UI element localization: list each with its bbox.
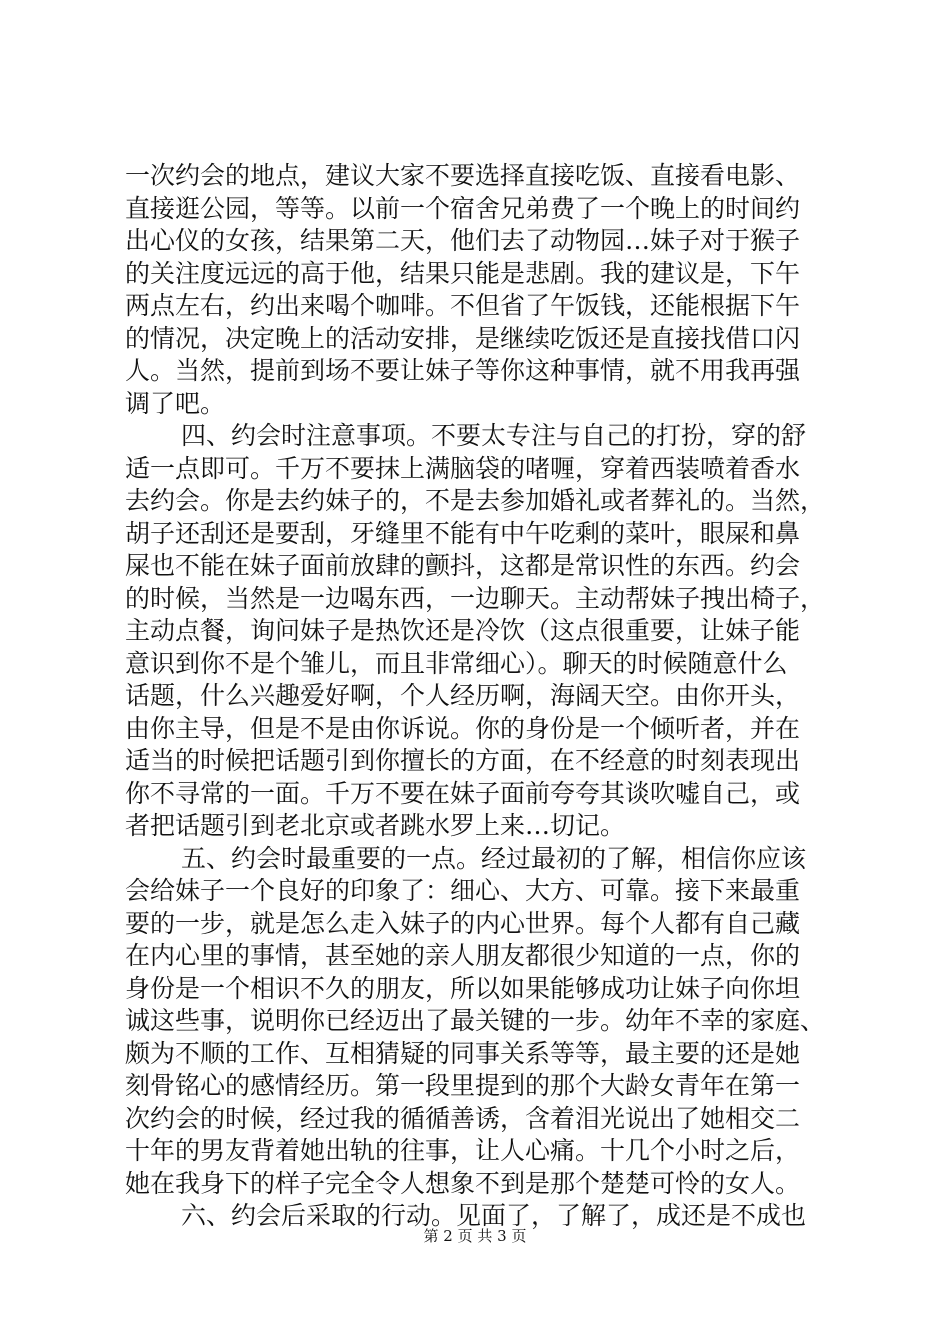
- text-line: 由你主导，但是不是由你诉说。你的身份是一个倾听者，并在: [125, 713, 801, 743]
- text-line: 的情况，决定晚上的活动安排，是继续吃饭还是直接找借口闪: [125, 323, 801, 353]
- text-line: 话题，什么兴趣爱好啊，个人经历啊，海阔天空。由你开头，: [125, 681, 801, 710]
- document-body: [125, 160, 825, 1233]
- text-line: 胡子还刮还是要刮，牙缝里不能有中午吃剩的菜叶，眼屎和鼻: [125, 518, 801, 548]
- text-line: 四、约会时注意事项。不要太专注与自己的打扮，穿的舒: [181, 421, 807, 450]
- text-line: 意识到你不是个雏儿，而且非常细心）。聊天的时候随意什么: [125, 648, 788, 678]
- text-line: 六、约会后采取的行动。见面了，了解了，成还是不成也: [181, 1201, 807, 1230]
- text-line: 的时候，当然是一边喝东西，一边聊天。主动帮妹子拽出椅子，: [125, 583, 825, 613]
- text-line: 适一点即可。千万不要抹上满脑袋的啫喱，穿着西装喷着香水: [125, 453, 801, 483]
- text-line: 会给妹子一个良好的印象了：细心、大方、可靠。接下来最重: [125, 876, 801, 905]
- text-line: 她在我身下的样子完全令人想象不到是那个楚楚可怜的女人。: [125, 1168, 801, 1198]
- text-line: 人。当然，提前到场不要让妹子等你这种事情，就不用我再强: [125, 356, 801, 385]
- text-line: 你不寻常的一面。千万不要在妹子面前夸夸其谈吹嘘自己，或: [125, 778, 801, 808]
- text-line: 直接逛公园，等等。以前一个宿舍兄弟费了一个晚上的时间约: [125, 193, 801, 223]
- text-line: 颇为不顺的工作、互相猜疑的同事关系等等，最主要的还是她: [125, 1038, 801, 1068]
- text-line: 十年的男友背着她出轨的往事，让人心痛。十几个小时之后，: [125, 1136, 801, 1165]
- text-line: 的关注度远远的高于他，结果只能是悲剧。我的建议是，下午: [125, 258, 801, 288]
- text-line: 适当的时候把话题引到你擅长的方面，在不经意的时刻表现出: [125, 746, 801, 775]
- text-line: 者把话题引到老北京或者跳水罗上来…切记。: [125, 811, 626, 840]
- text-line: 去约会。你是去约妹子的，不是去参加婚礼或者葬礼的。当然，: [125, 486, 825, 515]
- text-line: 两点左右，约出来喝个咖啡。不但省了午饭钱，还能根据下午: [125, 291, 801, 320]
- text-line: 身份是一个相识不久的朋友，所以如果能够成功让妹子向你坦: [125, 973, 801, 1003]
- text-line: 主动点餐，询问妹子是热饮还是冷饮（这点很重要，让妹子能: [125, 616, 801, 645]
- text-line: 一次约会的地点，建议大家不要选择直接吃饭、直接看电影、: [125, 161, 801, 190]
- text-line: 在内心里的事情，甚至她的亲人朋友都很少知道的一点，你的: [125, 941, 801, 970]
- text-line: 调了吧。: [125, 388, 226, 418]
- text-line: 诚这些事，说明你已经迈出了最关键的一步。幼年不幸的家庭、: [125, 1006, 825, 1035]
- text-line: 屎也不能在妹子面前放肆的颤抖，这都是常识性的东西。约会: [125, 551, 801, 580]
- text-line: 出心仪的女孩，结果第二天，他们去了动物园…妹子对于猴子: [125, 226, 801, 255]
- text-line: 要的一步，就是怎么走入妹子的内心世界。每个人都有自己藏: [125, 908, 801, 938]
- page-footer: 第 2 页 共 3 页: [423, 1227, 527, 1245]
- text-line: 次约会的时候，经过我的循循善诱，含着泪光说出了她相交二: [125, 1103, 801, 1133]
- text-line: 刻骨铭心的感情经历。第一段里提到的那个大龄女青年在第一: [125, 1071, 801, 1100]
- text-line: 五、约会时最重要的一点。经过最初的了解，相信你应该: [181, 843, 807, 873]
